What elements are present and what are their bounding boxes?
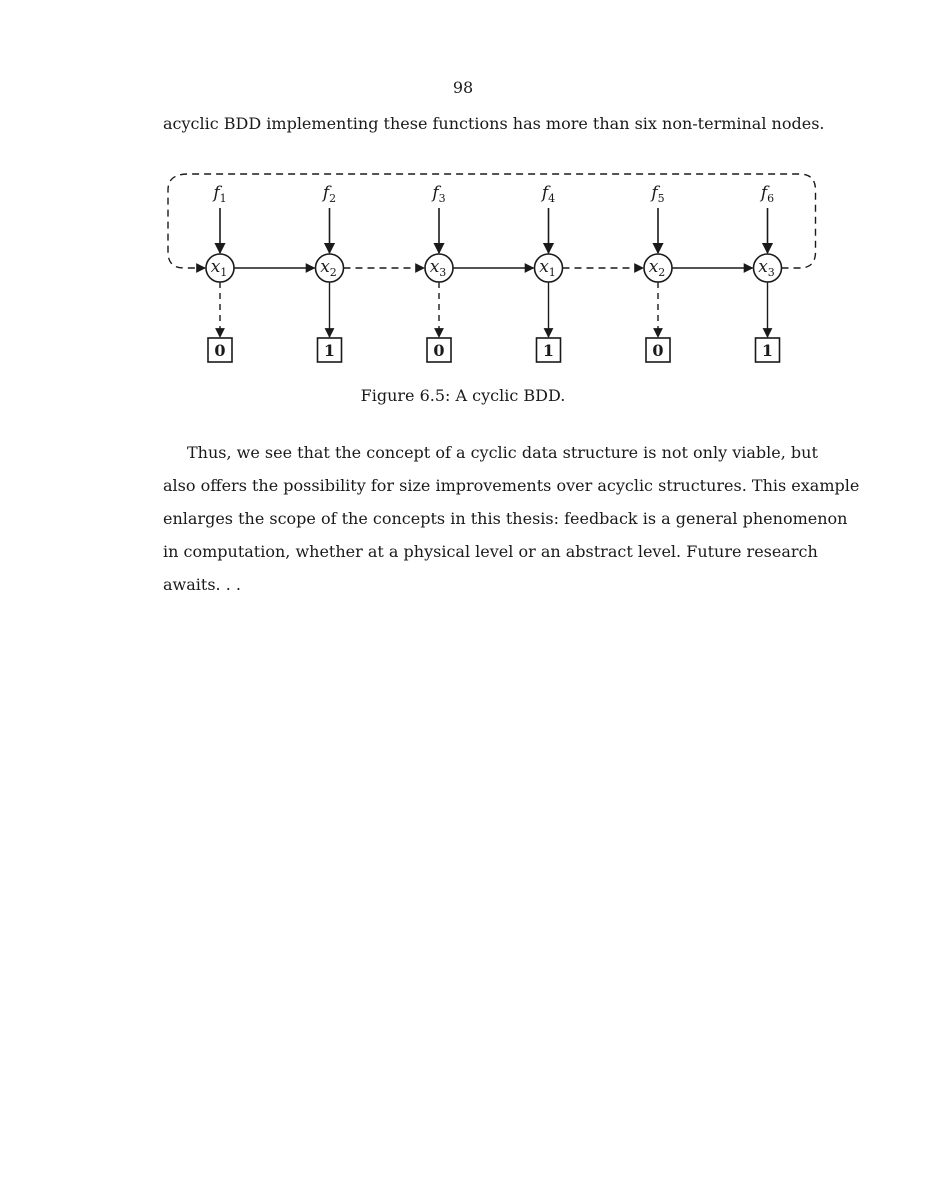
node-label-1-subscript: 1 xyxy=(220,266,228,279)
function-label-4-base: f xyxy=(541,183,549,203)
node-label-5-base: x xyxy=(648,257,659,277)
function-label-5-subscript: 5 xyxy=(657,192,665,205)
node-label-6-base: x xyxy=(758,257,768,277)
terminal-value-5: 0 xyxy=(652,341,664,360)
node-label-2-base: x xyxy=(320,257,330,277)
terminal-value-3: 0 xyxy=(433,341,445,360)
paragraph-line: awaits. . . xyxy=(163,575,241,594)
terminal-value-1: 0 xyxy=(214,341,226,360)
function-label-3 xyxy=(430,183,445,205)
function-label-1 xyxy=(211,183,226,205)
terminal-value-2: 1 xyxy=(323,341,336,360)
function-label-1-base: f xyxy=(213,183,220,203)
node-label-5-subscript: 2 xyxy=(658,266,666,279)
function-label-6-base: f xyxy=(760,183,768,203)
node-label-4-subscript: 1 xyxy=(548,266,556,279)
paragraph-line: also offers the possibility for size improvements over acyclic structures. This example xyxy=(163,476,860,495)
body-text-top-line: acyclic BDD implementing these functions has more than six non-terminal nodes. xyxy=(163,114,825,133)
function-label-5-base: f xyxy=(651,183,658,203)
function-label-3-base: f xyxy=(432,183,439,203)
terminal-value-4: 1 xyxy=(542,341,555,360)
paragraph-line: in computation, whether at a physical level or an abstract level. Future research xyxy=(163,542,818,561)
cyclic-bdd-diagram xyxy=(150,160,830,380)
function-label-6-subscript: 6 xyxy=(767,192,775,205)
node-label-1-base: x xyxy=(210,257,221,277)
body-paragraph xyxy=(163,436,860,601)
paragraph-line: Thus, we see that the concept of a cyclic data structure is not only viable, but xyxy=(187,443,818,462)
node-label-2-subscript: 2 xyxy=(329,266,337,279)
node-label-6-subscript: 3 xyxy=(767,266,775,279)
feedback-edge xyxy=(168,174,816,268)
page-number: 98 xyxy=(452,78,474,97)
node-label-3-subscript: 3 xyxy=(439,266,447,279)
function-label-6 xyxy=(759,183,774,205)
function-label-2-subscript: 2 xyxy=(329,192,337,205)
function-label-2 xyxy=(321,183,336,205)
function-label-1-subscript: 1 xyxy=(219,192,227,205)
paragraph-line: enlarges the scope of the concepts in this thesis: feedback is a general phenomenon xyxy=(163,509,848,528)
terminal-value-6: 1 xyxy=(761,341,774,360)
cyclic-bdd-figure xyxy=(150,160,830,380)
node-label-3-base: x xyxy=(429,257,440,277)
node-label-4-base: x xyxy=(539,257,549,277)
figure-caption: Figure 6.5: A cyclic BDD. xyxy=(360,386,566,405)
function-label-2-base: f xyxy=(322,183,330,203)
function-label-3-subscript: 3 xyxy=(438,192,446,205)
function-label-5 xyxy=(649,183,664,205)
function-label-4-subscript: 4 xyxy=(548,192,556,205)
function-label-4 xyxy=(540,183,555,205)
